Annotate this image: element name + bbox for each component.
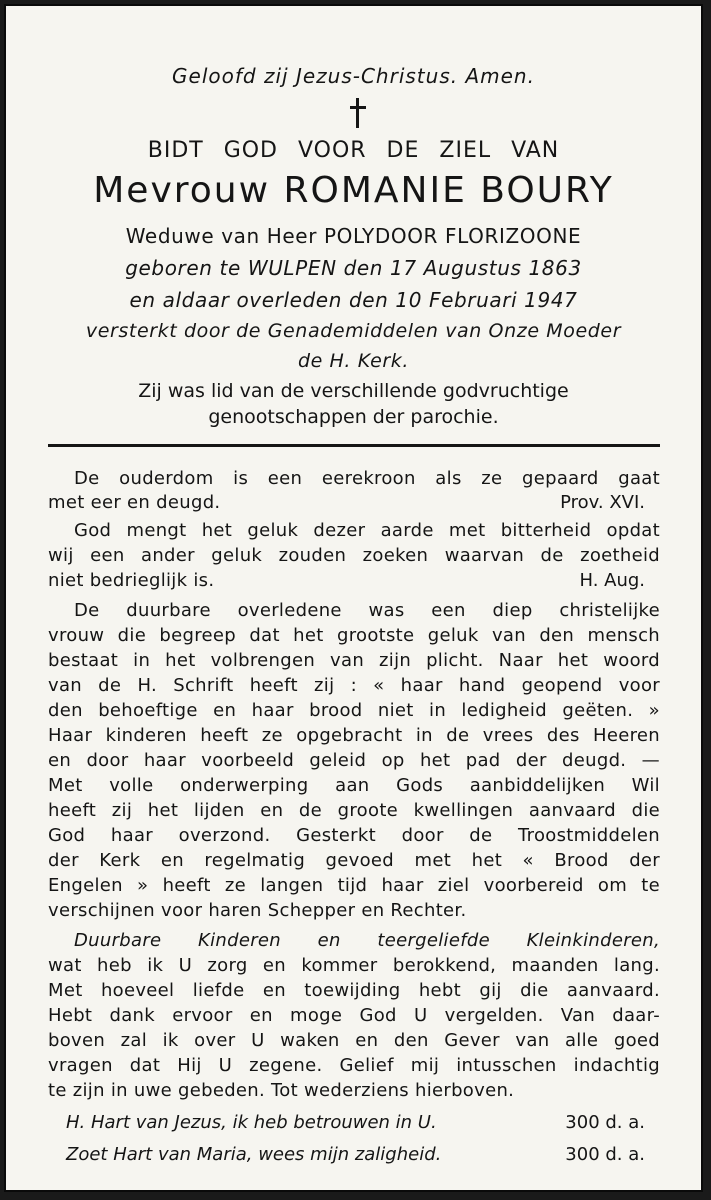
- bio-line: heeft zij het lijden en de groote kwellingen aanvaard die: [48, 800, 660, 821]
- bio-line: Haar kinderen heeft ze opgebracht in de vrees des Heeren: [48, 725, 660, 746]
- bio-line: verschijnen voor haren Schepper en Rechter.: [48, 900, 467, 921]
- bio-line: bestaat in het volbrengen van zijn plicht. Naar het woord: [48, 650, 660, 671]
- farewell-line: Hebt dank ervoor en moge God U vergelden. Van daar-: [48, 1005, 660, 1026]
- cross-icon: [350, 98, 366, 128]
- sacraments-line-2: de H. Kerk.: [297, 350, 410, 372]
- prayer-indulgence: 300 d. a.: [565, 1112, 645, 1133]
- prayer-text: Zoet Hart van Maria, wees mijn zaligheid.: [66, 1144, 442, 1165]
- farewell-line: Met hoeveel liefde en toewijding hebt gij die aanvaard.: [48, 980, 660, 1001]
- membership-line-1: Zij was lid van de verschillende godvruchtige: [138, 380, 569, 402]
- farewell-line: wat heb ik U zorg en kommer berokkend, maanden lang.: [48, 955, 660, 976]
- quote1-source: Prov. XVI.: [560, 492, 645, 513]
- bio-line: Met volle onderwerping aan Gods aanbiddelijken Wil: [48, 775, 660, 796]
- farewell-line1: Duurbare Kinderen en teergeliefde Kleinkinderen,: [74, 930, 660, 951]
- bio-line: God haar overzond. Gesterkt door de Troostmiddelen: [48, 825, 660, 846]
- farewell-line: te zijn in uwe gebeden. Tot wederziens hierboven.: [48, 1080, 515, 1101]
- quote1-line2: met eer en deugd.: [48, 492, 221, 513]
- quote2-line2: wij een ander geluk zouden zoeken waarvan de zoetheid: [48, 545, 660, 566]
- bio-line: den behoeftige en haar brood niet in ledigheid geëten. »: [48, 700, 660, 721]
- bio-line: Engelen » heeft ze langen tijd haar ziel voorbereid om te: [48, 875, 660, 896]
- deceased-name: Mevrouw ROMANIE BOURY: [93, 170, 614, 211]
- bio-line: en door haar voorbeeld geleid op het pad der deugd. —: [48, 750, 660, 771]
- bio-line: der Kerk en regelmatig gevoed met het « Brood der: [48, 850, 660, 871]
- birth-info: geboren te WULPEN den 17 Augustus 1863: [125, 256, 582, 280]
- death-info: en aldaar overleden den 10 Februari 1947: [129, 288, 578, 312]
- invocation: Geloofd zij Jezus-Christus. Amen.: [172, 64, 535, 88]
- bio-line: vrouw die begreep dat het grootste geluk van den mensch: [48, 625, 660, 646]
- divider: [48, 444, 660, 447]
- widow-of: Weduwe van Heer POLYDOOR FLORIZOONE: [125, 224, 582, 248]
- prayer-indulgence: 300 d. a.: [565, 1144, 645, 1165]
- sacraments-line-1: versterkt door de Genademiddelen van Onze Moeder: [85, 320, 622, 342]
- quote2-line1: God mengt het geluk dezer aarde met bitterheid opdat: [74, 520, 660, 541]
- quote2-line3: niet bedrieglijk is.: [48, 570, 215, 591]
- bio-line: De duurbare overledene was een diep christelijke: [74, 600, 660, 621]
- membership-line-2: genootschappen der parochie.: [208, 406, 499, 428]
- bio-line: van de H. Schrift heeft zij : « haar hand geopend voor: [48, 675, 660, 696]
- farewell-line: vragen dat Hij U zegene. Gelief mij intusschen indachtig: [48, 1055, 660, 1076]
- prayer-text: H. Hart van Jezus, ik heb betrouwen in U.: [66, 1112, 437, 1133]
- quote2-source: H. Aug.: [579, 570, 645, 591]
- memorial-card: [4, 4, 703, 1192]
- prayer-request: BIDT GOD VOOR DE ZIEL VAN: [147, 138, 560, 163]
- farewell-line: boven zal ik over U waken en den Gever van alle goed: [48, 1030, 660, 1051]
- quote1-line1: De ouderdom is een eerekroon als ze gepaard gaat: [74, 468, 660, 489]
